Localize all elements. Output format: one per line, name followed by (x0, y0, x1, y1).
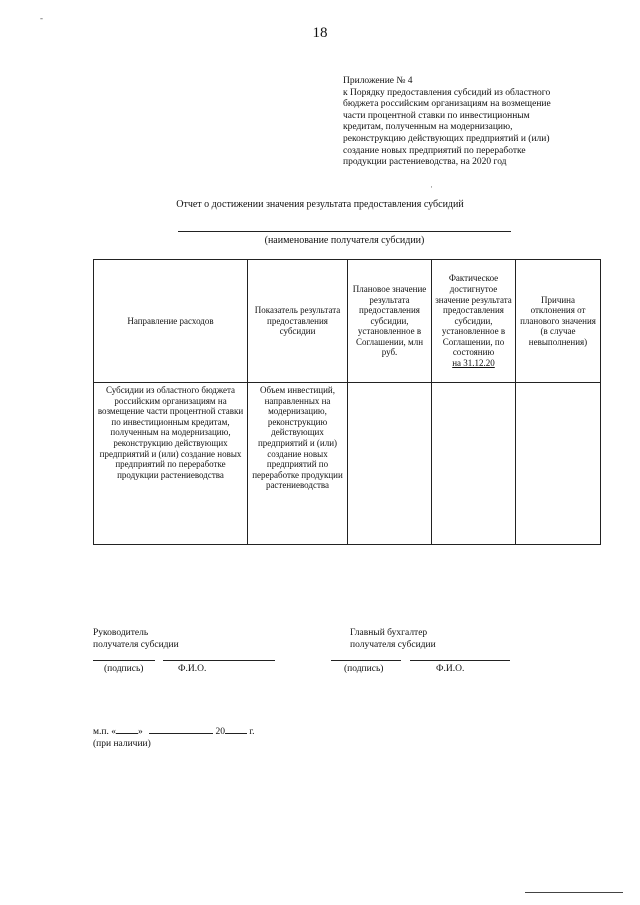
director-role (93, 627, 179, 651)
stray-mark: · (430, 182, 433, 192)
appendix-block (343, 76, 593, 169)
report-title: Отчет о достижении значения результата предоставления субсидий (176, 199, 464, 210)
appendix-title: Приложение № 4 (343, 76, 413, 86)
appendix-line: бюджета российским организациям на возмещение (343, 99, 551, 110)
header-actual-date: на 31.12.20 (452, 358, 495, 369)
recipient-name-line (178, 231, 511, 232)
director-sign-line (93, 660, 155, 661)
stamp-note: (при наличии) (93, 739, 151, 749)
stamp-day-blank (116, 733, 138, 734)
accountant-role (350, 627, 436, 651)
stamp-mp: м.п. « (93, 727, 116, 737)
accountant-name-line (410, 660, 510, 661)
stamp-month-blank (149, 733, 213, 734)
recipient-caption: (наименование получателя субсидии) (264, 235, 425, 246)
stamp-quote-close: » (137, 727, 143, 737)
appendix-line: реконструкцию действующих предприятий и (или) (343, 133, 550, 144)
report-table (93, 259, 601, 545)
table-header-row (94, 260, 601, 383)
cell-reason (516, 383, 601, 545)
accountant-role-line2: получателя субсидии (350, 640, 436, 650)
appendix-line: кредитам, полученным на модернизацию, (343, 122, 513, 133)
page-number: 18 (312, 25, 328, 41)
appendix-line: создание новых предприятий по переработке (343, 145, 526, 156)
cell-planned (348, 383, 432, 545)
header-cell-direction: Направление расходов (94, 260, 248, 383)
accountant-role-line1: Главный бухгалтер (350, 628, 428, 638)
stamp-year-prefix: 20 (215, 727, 225, 737)
stamp-year-blank (225, 733, 247, 734)
header-cell-reason: Причина отклонения от планового значения (в случае невыполнения) (516, 260, 601, 383)
appendix-line: части процентной ставки по инвестиционным (343, 110, 530, 121)
director-sign-label: (подпись) (104, 664, 144, 674)
header-actual-text: Фактическое достигнутое значение результата предоставления субсидии, установленное в Соглашении, по состоянию (435, 273, 512, 358)
director-role-line2: получателя субсидии (93, 640, 179, 650)
table-row (94, 383, 601, 545)
stamp-year-suffix: г. (249, 727, 255, 737)
accountant-sign-label: (подпись) (344, 664, 384, 674)
header-cell-indicator: Показатель результата предоставления субсидии (248, 260, 348, 383)
director-role-line1: Руководитель (93, 628, 149, 638)
appendix-line: продукции растениеводства, на 2020 год (343, 157, 507, 168)
director-name-line (163, 660, 275, 661)
corner-mark: - (40, 13, 43, 23)
director-name-label: Ф.И.О. (178, 664, 207, 674)
header-cell-planned: Плановое значение результата предоставления субсидии, установленное в Соглашении, млн руб. (348, 260, 432, 383)
header-cell-actual (432, 260, 516, 383)
appendix-line: к Порядку предоставления субсидий из областного (343, 87, 551, 98)
stamp-line (93, 727, 255, 737)
accountant-sign-line (331, 660, 401, 661)
cell-direction: Субсидии из областного бюджета российским организациям на возмещение части процентной ставки по инвестиционным кредитам, полученным на модернизацию, реконструкцию действующих предприятий и (или) создание новых предприятий по переработке продукции растениеводства (94, 383, 248, 545)
cell-indicator: Объем инвестиций, направленных на модернизацию, реконструкцию действующих предприятий и (или) создание новых предприятий по переработке продукции растениеводства (248, 383, 348, 545)
bottom-rule (525, 892, 623, 893)
accountant-name-label: Ф.И.О. (436, 664, 465, 674)
cell-actual (432, 383, 516, 545)
